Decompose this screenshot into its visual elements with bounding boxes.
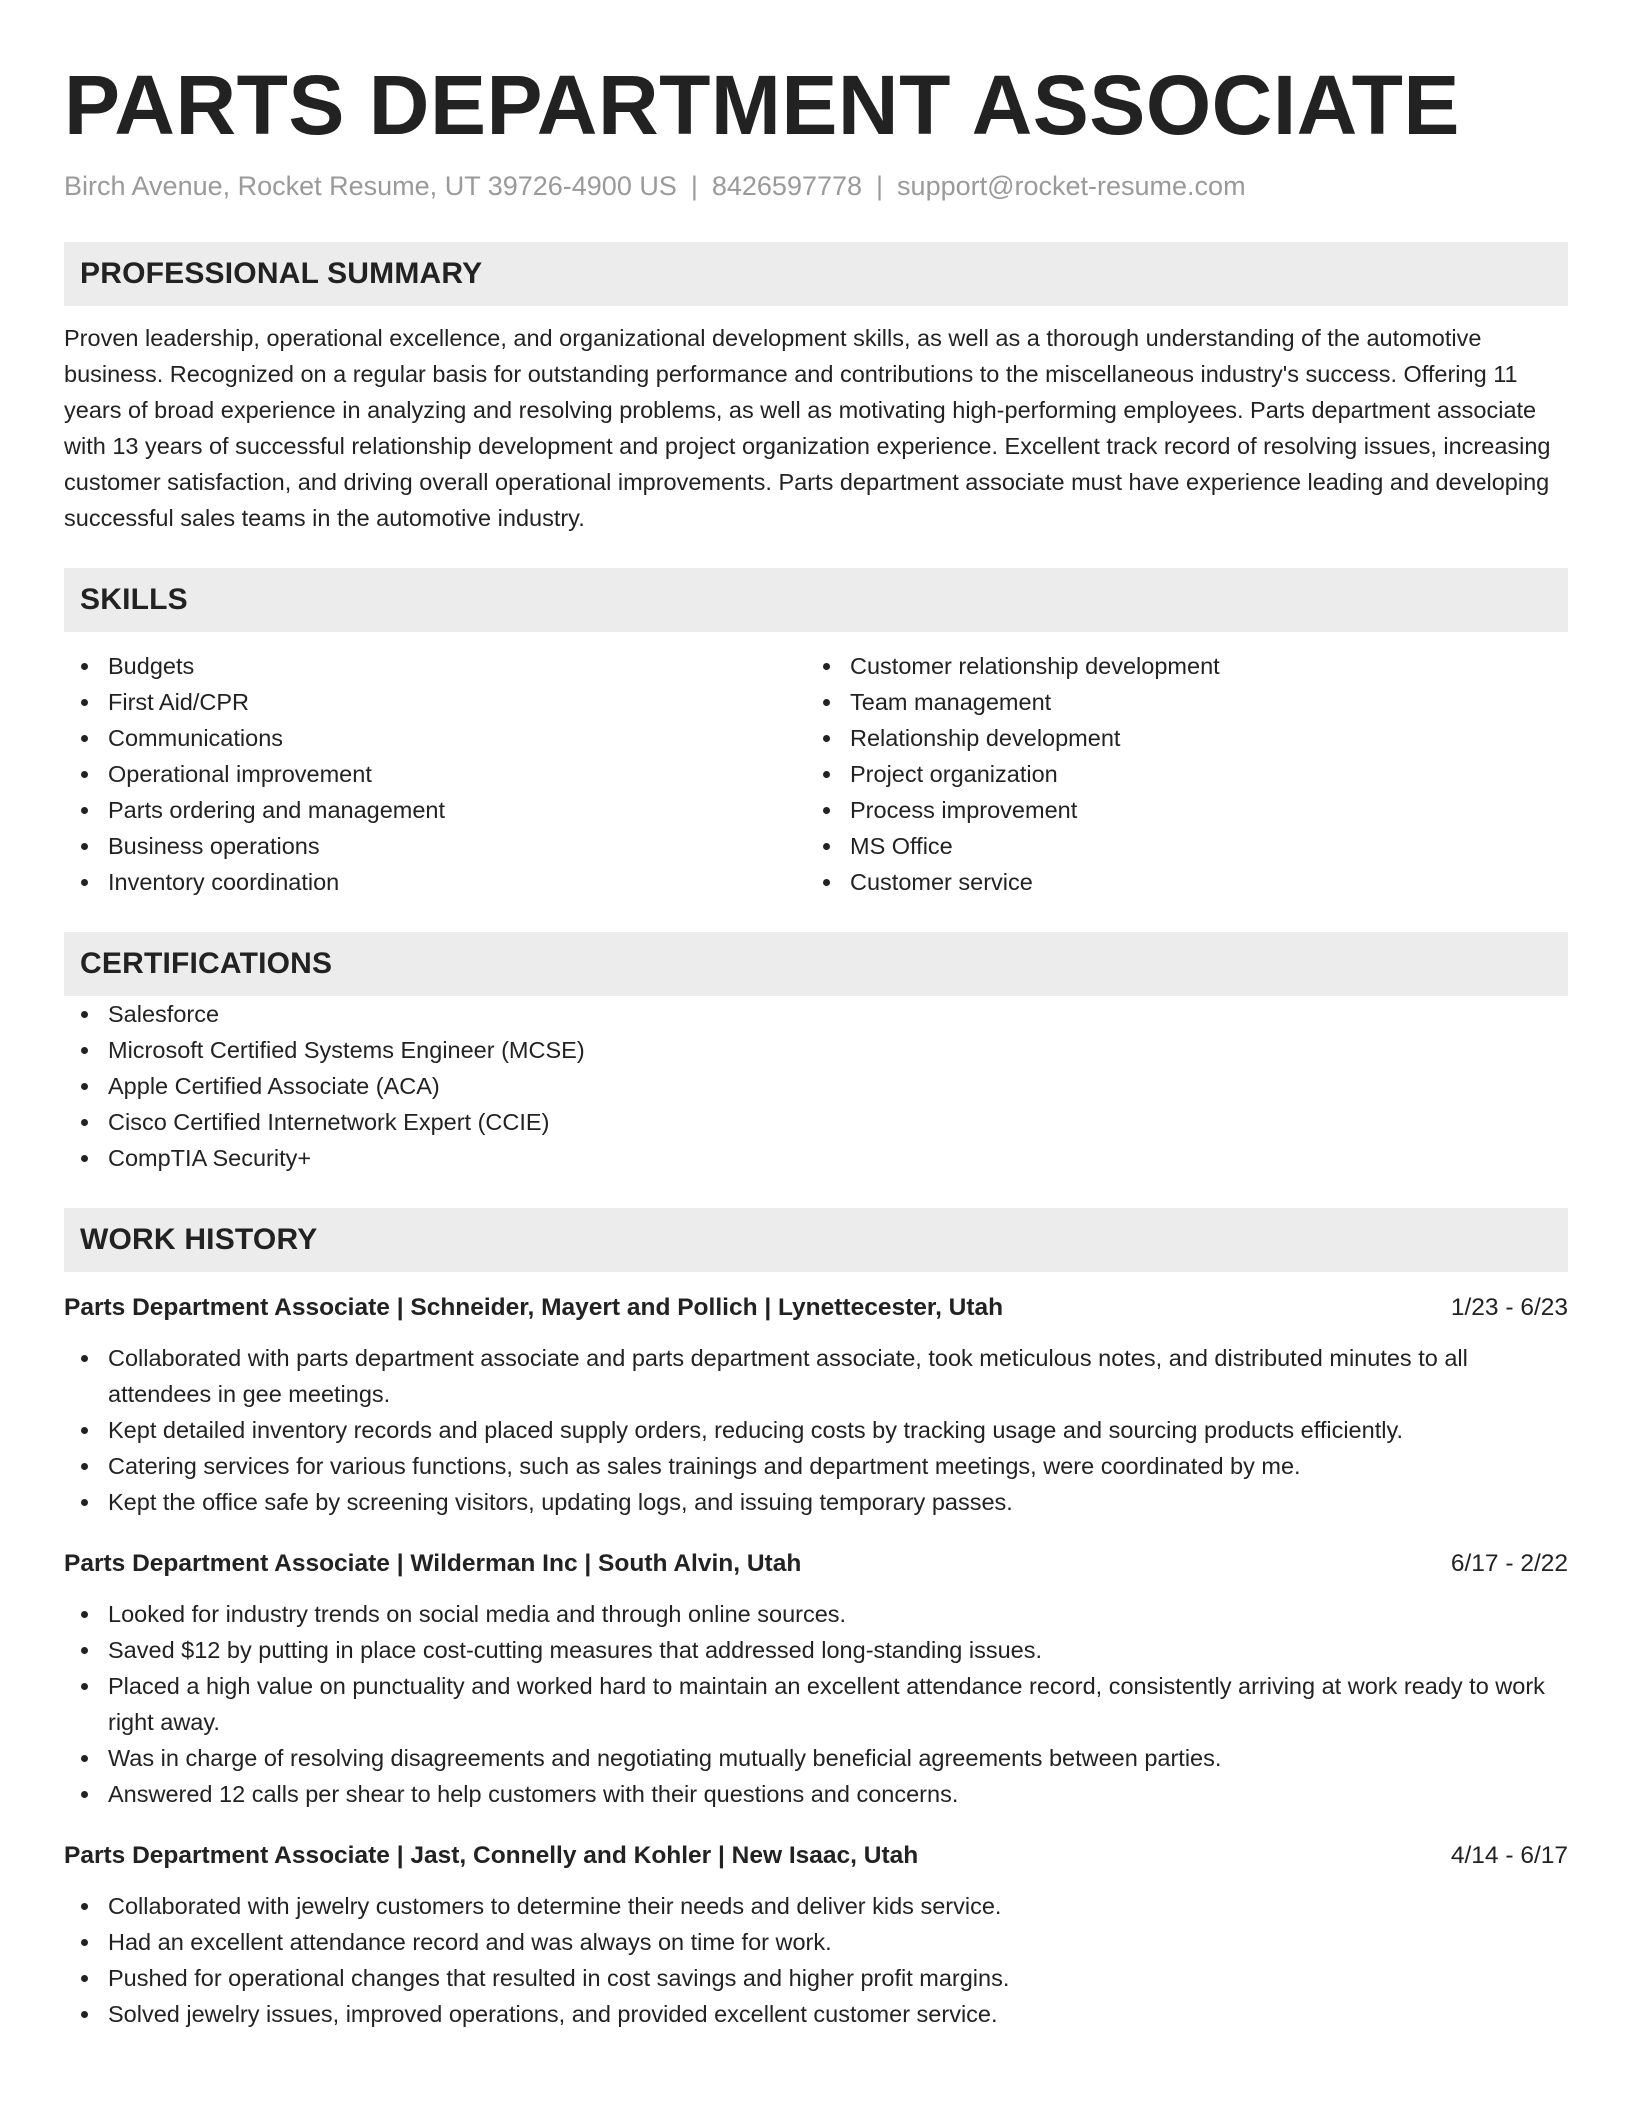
job-duty: Answered 12 calls per shear to help customers with their questions and concerns.: [64, 1776, 1568, 1812]
job-duty: Collaborated with parts department associate and parts department associate, took meticulous notes, and distributed minutes to all attendees in gee meetings.: [64, 1340, 1568, 1412]
skill-item: Customer relationship development: [806, 648, 1548, 684]
skills-list: [64, 648, 1568, 900]
separator: |: [690, 171, 698, 201]
phone: 8426597778: [711, 171, 863, 201]
job-duty: Solved jewelry issues, improved operations, and provided excellent customer service.: [64, 1996, 1568, 2032]
certification-item: Salesforce: [64, 996, 1568, 1032]
skills-heading: SKILLS: [64, 568, 1568, 632]
job-header: [64, 1546, 1568, 1582]
email: support@rocket-resume.com: [897, 171, 1246, 201]
summary-text: Proven leadership, operational excellence, and organizational development skills, as well as a thorough understanding of the automotive business. Recognized on a regular basis for outstanding performance and contributions to the miscellaneous industry's success. Offering 11 years of broad experience in analyzing and resolving problems, as well as motivating high-performing employees. Parts department associate with 13 years of successful relationship development and project organization experience. Excellent track record of resolving issues, increasing customer satisfaction, and driving overall operational improvements. Parts department associate must have experience leading and developing successful sales teams in the automotive industry.: [64, 325, 1551, 531]
certification-item: Apple Certified Associate (ACA): [64, 1068, 1568, 1104]
work-history-heading: WORK HISTORY: [64, 1208, 1568, 1272]
job-duty: Catering services for various functions, such as sales trainings and department meetings, were coordinated by me.: [64, 1448, 1568, 1484]
skills-column-right: [806, 648, 1548, 900]
skill-item: Project organization: [806, 756, 1548, 792]
job-title: Parts Department Associate | Schneider, Mayert and Pollich | Lynettecester, Utah: [64, 1294, 1004, 1321]
job-title: Parts Department Associate | Wilderman Inc | South Alvin, Utah: [64, 1550, 802, 1577]
job-duties: [64, 1340, 1568, 1520]
address: Birch Avenue, Rocket Resume, UT 39726-4900 US: [64, 171, 677, 201]
candidate-name: PARTS DEPARTMENT ASSOCIATE: [64, 58, 1460, 152]
skill-item: Operational improvement: [64, 756, 806, 792]
contact-line: [64, 168, 1568, 204]
job-duty: Had an excellent attendance record and was always on time for work.: [64, 1924, 1568, 1960]
skill-item: MS Office: [806, 828, 1548, 864]
summary-heading: PROFESSIONAL SUMMARY: [64, 242, 1568, 306]
job-dates: 4/14 - 6/17: [1450, 1842, 1568, 1869]
skill-item: Parts ordering and management: [64, 792, 806, 828]
skill-item: Relationship development: [806, 720, 1548, 756]
job-duty: Placed a high value on punctuality and worked hard to maintain an excellent attendance record, consistently arriving at work ready to work right away.: [64, 1668, 1568, 1740]
skill-item: Budgets: [64, 648, 806, 684]
job-header: [64, 1290, 1568, 1326]
skill-item: Customer service: [806, 864, 1548, 900]
skill-item: Inventory coordination: [64, 864, 806, 900]
job-duty: Looked for industry trends on social media and through online sources.: [64, 1596, 1568, 1632]
job-title: Parts Department Associate | Jast, Connelly and Kohler | New Isaac, Utah: [64, 1842, 919, 1869]
separator: |: [876, 171, 884, 201]
skill-item: Business operations: [64, 828, 806, 864]
skill-item: Team management: [806, 684, 1548, 720]
certifications-heading: CERTIFICATIONS: [64, 932, 1568, 996]
certification-item: CompTIA Security+: [64, 1140, 1568, 1176]
certifications-list: [64, 996, 1568, 1176]
job-duties: [64, 1888, 1568, 2032]
job-dates: 6/17 - 2/22: [1450, 1550, 1568, 1577]
certification-item: Microsoft Certified Systems Engineer (MCSE): [64, 1032, 1568, 1068]
job-duty: Kept the office safe by screening visitors, updating logs, and issuing temporary passes.: [64, 1484, 1568, 1520]
job-dates: 1/23 - 6/23: [1450, 1294, 1568, 1321]
skill-item: First Aid/CPR: [64, 684, 806, 720]
skill-item: Communications: [64, 720, 806, 756]
skills-column-left: [64, 648, 806, 900]
job-entry: [64, 1838, 1568, 2032]
job-duties: [64, 1596, 1568, 1812]
skill-item: Process improvement: [806, 792, 1548, 828]
job-duty: Kept detailed inventory records and placed supply orders, reducing costs by tracking usage and sourcing products efficiently.: [64, 1412, 1568, 1448]
job-duty: Was in charge of resolving disagreements and negotiating mutually beneficial agreements between parties.: [64, 1740, 1568, 1776]
job-entry: [64, 1290, 1568, 1520]
certification-item: Cisco Certified Internetwork Expert (CCIE): [64, 1104, 1568, 1140]
job-entry: [64, 1546, 1568, 1812]
job-header: [64, 1838, 1568, 1874]
job-duty: Saved $12 by putting in place cost-cutting measures that addressed long-standing issues.: [64, 1632, 1568, 1668]
job-duty: Pushed for operational changes that resulted in cost savings and higher profit margins.: [64, 1960, 1568, 1996]
resume-page: [64, 56, 1568, 2032]
job-duty: Collaborated with jewelry customers to determine their needs and deliver kids service.: [64, 1888, 1568, 1924]
